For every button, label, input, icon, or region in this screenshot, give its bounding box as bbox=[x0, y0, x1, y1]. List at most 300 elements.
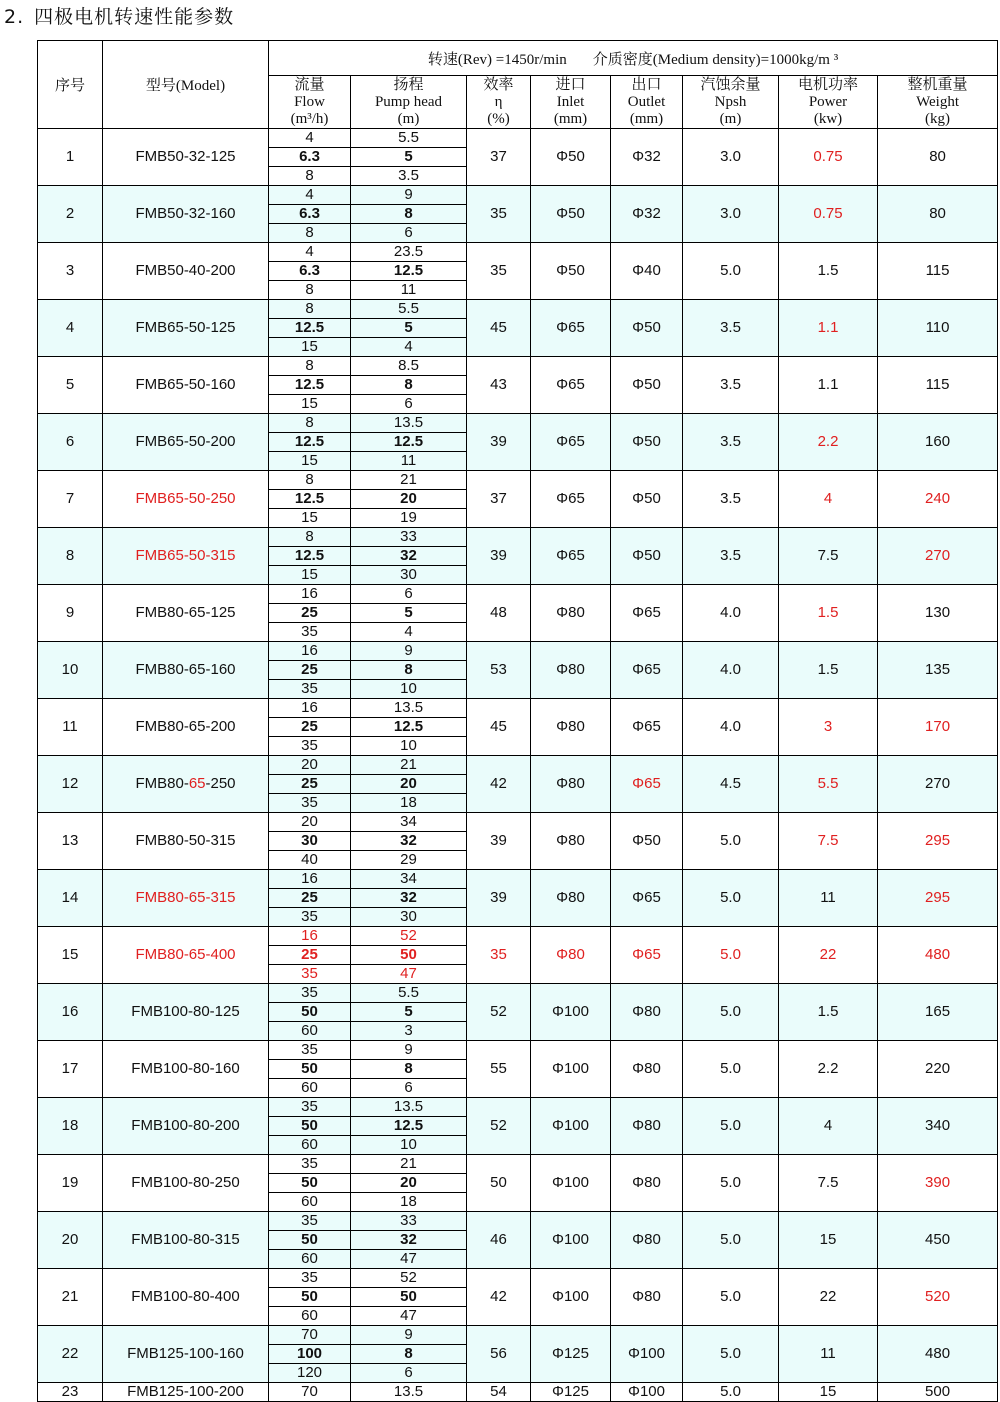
head-cell: 12.5 bbox=[351, 718, 467, 737]
model-cell: FMB125-100-200 bbox=[103, 1383, 269, 1402]
power-cell: 0.75 bbox=[779, 186, 878, 243]
seq-cell: 4 bbox=[38, 300, 103, 357]
seq-cell: 19 bbox=[38, 1155, 103, 1212]
table-row bbox=[38, 585, 998, 604]
table-row bbox=[38, 414, 998, 433]
outlet-cell: Φ50 bbox=[611, 471, 683, 528]
seq-cell: 22 bbox=[38, 1326, 103, 1383]
seq-cell: 7 bbox=[38, 471, 103, 528]
header-head bbox=[351, 76, 467, 129]
table-row bbox=[38, 813, 998, 832]
model-cell: FMB100-80-250 bbox=[103, 1155, 269, 1212]
npsh-cell: 3.0 bbox=[683, 129, 779, 186]
header-model: 型号(Model) bbox=[103, 41, 269, 129]
seq-cell: 9 bbox=[38, 585, 103, 642]
power-cell: 7.5 bbox=[779, 528, 878, 585]
eff-cell: 53 bbox=[467, 642, 531, 699]
model-cell: FMB80-50-315 bbox=[103, 813, 269, 870]
weight-cell: 270 bbox=[878, 528, 998, 585]
head-cell: 19 bbox=[351, 509, 467, 528]
model-cell: FMB80-65-315 bbox=[103, 870, 269, 927]
header-eff-line: η bbox=[494, 93, 503, 110]
flow-cell: 40 bbox=[269, 851, 351, 870]
seq-cell: 20 bbox=[38, 1212, 103, 1269]
head-cell: 5.5 bbox=[351, 984, 467, 1003]
page-title bbox=[4, 2, 234, 29]
flow-cell: 20 bbox=[269, 813, 351, 832]
section-number: 2. bbox=[4, 6, 25, 28]
weight-cell: 115 bbox=[878, 357, 998, 414]
flow-cell: 16 bbox=[269, 699, 351, 718]
head-cell: 52 bbox=[351, 927, 467, 946]
table-row bbox=[38, 1269, 998, 1288]
flow-cell: 4 bbox=[269, 186, 351, 205]
eff-cell: 39 bbox=[467, 414, 531, 471]
outlet-cell: Φ50 bbox=[611, 813, 683, 870]
flow-cell: 16 bbox=[269, 642, 351, 661]
inlet-cell: Φ50 bbox=[531, 129, 611, 186]
table-row bbox=[38, 300, 998, 319]
power-cell: 11 bbox=[779, 870, 878, 927]
header-power-line: (kw) bbox=[813, 110, 843, 127]
inlet-cell: Φ80 bbox=[531, 585, 611, 642]
head-cell: 13.5 bbox=[351, 414, 467, 433]
header-inlet-line: (mm) bbox=[553, 110, 588, 127]
npsh-cell: 3.5 bbox=[683, 300, 779, 357]
npsh-cell: 5.0 bbox=[683, 1041, 779, 1098]
npsh-cell: 4.0 bbox=[683, 585, 779, 642]
npsh-cell: 4.5 bbox=[683, 756, 779, 813]
flow-cell: 35 bbox=[269, 680, 351, 699]
flow-cell: 4 bbox=[269, 129, 351, 148]
outlet-cell: Φ65 bbox=[611, 699, 683, 756]
head-cell: 12.5 bbox=[351, 433, 467, 452]
model-cell: FMB65-50-200 bbox=[103, 414, 269, 471]
weight-cell: 80 bbox=[878, 129, 998, 186]
head-cell: 5 bbox=[351, 1003, 467, 1022]
header-inlet-line: Inlet bbox=[556, 93, 585, 110]
model-cell: FMB100-80-400 bbox=[103, 1269, 269, 1326]
header-weight-line: Weight bbox=[916, 93, 960, 110]
head-cell: 11 bbox=[351, 452, 467, 471]
eff-cell: 55 bbox=[467, 1041, 531, 1098]
model-cell: FMB80-65-160 bbox=[103, 642, 269, 699]
outlet-cell: Φ65 bbox=[611, 927, 683, 984]
eff-cell: 39 bbox=[467, 528, 531, 585]
inlet-cell: Φ100 bbox=[531, 1269, 611, 1326]
head-cell: 8 bbox=[351, 1345, 467, 1364]
header-flow-line: 流量 bbox=[294, 76, 325, 93]
head-cell: 8 bbox=[351, 661, 467, 680]
head-cell: 6 bbox=[351, 1364, 467, 1383]
inlet-cell: Φ100 bbox=[531, 984, 611, 1041]
head-cell: 11 bbox=[351, 281, 467, 300]
flow-cell: 12.5 bbox=[269, 319, 351, 338]
power-cell: 15 bbox=[779, 1383, 878, 1402]
npsh-cell: 5.0 bbox=[683, 927, 779, 984]
head-cell: 5 bbox=[351, 604, 467, 623]
table-row bbox=[38, 984, 998, 1003]
head-cell: 12.5 bbox=[351, 262, 467, 281]
npsh-cell: 5.0 bbox=[683, 1269, 779, 1326]
weight-cell: 165 bbox=[878, 984, 998, 1041]
header-power bbox=[779, 76, 878, 129]
outlet-cell: Φ32 bbox=[611, 186, 683, 243]
model-part: FMB80- bbox=[135, 775, 189, 792]
power-cell: 1.5 bbox=[779, 642, 878, 699]
weight-cell: 115 bbox=[878, 243, 998, 300]
flow-cell: 12.5 bbox=[269, 547, 351, 566]
seq-cell: 23 bbox=[38, 1383, 103, 1402]
head-cell: 5.5 bbox=[351, 129, 467, 148]
header-npsh-line: (m) bbox=[719, 110, 742, 127]
head-cell: 4 bbox=[351, 623, 467, 642]
power-cell: 7.5 bbox=[779, 813, 878, 870]
table-row bbox=[38, 699, 998, 718]
npsh-cell: 5.0 bbox=[683, 813, 779, 870]
power-cell: 1.5 bbox=[779, 243, 878, 300]
weight-cell: 170 bbox=[878, 699, 998, 756]
eff-cell: 52 bbox=[467, 1098, 531, 1155]
model-cell: FMB100-80-125 bbox=[103, 984, 269, 1041]
head-cell: 20 bbox=[351, 775, 467, 794]
eff-cell: 35 bbox=[467, 927, 531, 984]
seq-cell: 5 bbox=[38, 357, 103, 414]
weight-cell: 480 bbox=[878, 1326, 998, 1383]
header-npsh-line: 汽蚀余量 bbox=[700, 76, 761, 93]
head-cell: 32 bbox=[351, 832, 467, 851]
head-cell: 20 bbox=[351, 1174, 467, 1193]
header-outlet-line: 出口 bbox=[631, 76, 662, 93]
inlet-cell: Φ100 bbox=[531, 1212, 611, 1269]
section-title: 四极电机转速性能参数 bbox=[34, 6, 235, 28]
outlet-cell: Φ80 bbox=[611, 1098, 683, 1155]
head-cell: 5.5 bbox=[351, 300, 467, 319]
inlet-cell: Φ65 bbox=[531, 414, 611, 471]
head-cell: 3 bbox=[351, 1022, 467, 1041]
head-cell: 10 bbox=[351, 737, 467, 756]
flow-cell: 20 bbox=[269, 756, 351, 775]
flow-cell: 35 bbox=[269, 908, 351, 927]
outlet-cell: Φ80 bbox=[611, 1155, 683, 1212]
table-row bbox=[38, 243, 998, 262]
flow-cell: 35 bbox=[269, 1155, 351, 1174]
header-flow-line: Flow bbox=[294, 93, 325, 110]
weight-cell: 480 bbox=[878, 927, 998, 984]
header-eff bbox=[467, 76, 531, 129]
eff-cell: 37 bbox=[467, 471, 531, 528]
weight-cell: 135 bbox=[878, 642, 998, 699]
flow-cell: 6.3 bbox=[269, 205, 351, 224]
header-weight-line: 整机重量 bbox=[907, 76, 968, 93]
eff-cell: 42 bbox=[467, 756, 531, 813]
condition-density: 介质密度(Medium density)=1000kg/m ³ bbox=[592, 51, 839, 68]
inlet-cell: Φ80 bbox=[531, 927, 611, 984]
inlet-cell: Φ80 bbox=[531, 699, 611, 756]
flow-cell: 60 bbox=[269, 1136, 351, 1155]
flow-cell: 50 bbox=[269, 1003, 351, 1022]
model-part: -250 bbox=[205, 775, 236, 792]
header-weight-line: (kg) bbox=[925, 110, 951, 127]
flow-cell: 50 bbox=[269, 1288, 351, 1307]
eff-cell: 46 bbox=[467, 1212, 531, 1269]
head-cell: 32 bbox=[351, 889, 467, 908]
model-cell: FMB100-80-200 bbox=[103, 1098, 269, 1155]
power-cell: 4 bbox=[779, 1098, 878, 1155]
flow-cell: 60 bbox=[269, 1022, 351, 1041]
table-row bbox=[38, 1155, 998, 1174]
flow-cell: 35 bbox=[269, 737, 351, 756]
head-cell: 23.5 bbox=[351, 243, 467, 262]
inlet-cell: Φ80 bbox=[531, 756, 611, 813]
seq-cell: 8 bbox=[38, 528, 103, 585]
head-cell: 20 bbox=[351, 490, 467, 509]
inlet-cell: Φ65 bbox=[531, 300, 611, 357]
weight-cell: 520 bbox=[878, 1269, 998, 1326]
model-cell: FMB50-32-125 bbox=[103, 129, 269, 186]
model-cell: FMB65-50-125 bbox=[103, 300, 269, 357]
power-cell: 11 bbox=[779, 1326, 878, 1383]
seq-cell: 17 bbox=[38, 1041, 103, 1098]
head-cell: 9 bbox=[351, 186, 467, 205]
head-cell: 50 bbox=[351, 1288, 467, 1307]
flow-cell: 12.5 bbox=[269, 376, 351, 395]
header-head-line: 扬程 bbox=[393, 76, 424, 93]
eff-cell: 39 bbox=[467, 813, 531, 870]
condition-rev: 转速(Rev) =1450r/min bbox=[427, 51, 567, 68]
npsh-cell: 3.5 bbox=[683, 471, 779, 528]
seq-cell: 14 bbox=[38, 870, 103, 927]
inlet-cell: Φ125 bbox=[531, 1383, 611, 1402]
flow-cell: 12.5 bbox=[269, 433, 351, 452]
npsh-cell: 4.0 bbox=[683, 699, 779, 756]
seq-cell: 2 bbox=[38, 186, 103, 243]
npsh-cell: 3.0 bbox=[683, 186, 779, 243]
power-cell: 7.5 bbox=[779, 1155, 878, 1212]
npsh-cell: 3.5 bbox=[683, 414, 779, 471]
header-outlet-line: (mm) bbox=[629, 110, 664, 127]
inlet-cell: Φ65 bbox=[531, 528, 611, 585]
table-row bbox=[38, 1098, 998, 1117]
flow-cell: 8 bbox=[269, 528, 351, 547]
eff-cell: 43 bbox=[467, 357, 531, 414]
head-cell: 47 bbox=[351, 1250, 467, 1269]
power-cell: 1.1 bbox=[779, 300, 878, 357]
flow-cell: 8 bbox=[269, 357, 351, 376]
flow-cell: 35 bbox=[269, 984, 351, 1003]
header-npsh-line: Npsh bbox=[714, 93, 747, 110]
flow-cell: 8 bbox=[269, 300, 351, 319]
npsh-cell: 5.0 bbox=[683, 1326, 779, 1383]
head-cell: 10 bbox=[351, 1136, 467, 1155]
head-cell: 8 bbox=[351, 205, 467, 224]
header-eff-line: 效率 bbox=[483, 76, 514, 93]
head-cell: 5 bbox=[351, 319, 467, 338]
flow-cell: 35 bbox=[269, 965, 351, 984]
head-cell: 6 bbox=[351, 585, 467, 604]
power-cell: 15 bbox=[779, 1212, 878, 1269]
table-row bbox=[38, 756, 998, 775]
outlet-cell: Φ65 bbox=[611, 585, 683, 642]
head-cell: 8 bbox=[351, 376, 467, 395]
flow-cell: 25 bbox=[269, 775, 351, 794]
flow-cell: 120 bbox=[269, 1364, 351, 1383]
flow-cell: 15 bbox=[269, 395, 351, 414]
table-row bbox=[38, 528, 998, 547]
head-cell: 18 bbox=[351, 794, 467, 813]
head-cell: 6 bbox=[351, 395, 467, 414]
flow-cell: 25 bbox=[269, 946, 351, 965]
flow-cell: 15 bbox=[269, 509, 351, 528]
table-row bbox=[38, 642, 998, 661]
head-cell: 30 bbox=[351, 566, 467, 585]
outlet-cell: Φ50 bbox=[611, 528, 683, 585]
flow-cell: 60 bbox=[269, 1250, 351, 1269]
flow-cell: 25 bbox=[269, 718, 351, 737]
seq-cell: 3 bbox=[38, 243, 103, 300]
header-head-line: (m) bbox=[397, 110, 420, 127]
model-part-highlight: 65 bbox=[188, 775, 206, 792]
inlet-cell: Φ65 bbox=[531, 471, 611, 528]
flow-cell: 70 bbox=[269, 1326, 351, 1345]
flow-cell: 60 bbox=[269, 1307, 351, 1326]
seq-cell: 18 bbox=[38, 1098, 103, 1155]
model-cell: FMB125-100-160 bbox=[103, 1326, 269, 1383]
eff-cell: 48 bbox=[467, 585, 531, 642]
seq-cell: 1 bbox=[38, 129, 103, 186]
flow-cell: 60 bbox=[269, 1079, 351, 1098]
outlet-cell: Φ80 bbox=[611, 1212, 683, 1269]
eff-cell: 42 bbox=[467, 1269, 531, 1326]
npsh-cell: 3.5 bbox=[683, 357, 779, 414]
weight-cell: 160 bbox=[878, 414, 998, 471]
outlet-cell: Φ65 bbox=[611, 642, 683, 699]
outlet-cell: Φ50 bbox=[611, 300, 683, 357]
seq-cell: 12 bbox=[38, 756, 103, 813]
inlet-cell: Φ65 bbox=[531, 357, 611, 414]
seq-cell: 13 bbox=[38, 813, 103, 870]
model-cell: FMB50-32-160 bbox=[103, 186, 269, 243]
model-cell: FMB65-50-315 bbox=[103, 528, 269, 585]
weight-cell: 110 bbox=[878, 300, 998, 357]
header-seq: 序号 bbox=[38, 41, 103, 129]
head-cell: 47 bbox=[351, 965, 467, 984]
header-weight bbox=[878, 76, 998, 129]
weight-cell: 220 bbox=[878, 1041, 998, 1098]
inlet-cell: Φ50 bbox=[531, 186, 611, 243]
npsh-cell: 3.5 bbox=[683, 528, 779, 585]
head-cell: 33 bbox=[351, 528, 467, 547]
weight-cell: 295 bbox=[878, 870, 998, 927]
power-cell: 3 bbox=[779, 699, 878, 756]
inlet-cell: Φ100 bbox=[531, 1155, 611, 1212]
head-cell: 13.5 bbox=[351, 699, 467, 718]
power-cell: 5.5 bbox=[779, 756, 878, 813]
flow-cell: 35 bbox=[269, 1098, 351, 1117]
outlet-cell: Φ65 bbox=[611, 870, 683, 927]
weight-cell: 500 bbox=[878, 1383, 998, 1402]
header-npsh bbox=[683, 76, 779, 129]
inlet-cell: Φ100 bbox=[531, 1041, 611, 1098]
flow-cell: 50 bbox=[269, 1060, 351, 1079]
outlet-cell: Φ50 bbox=[611, 414, 683, 471]
outlet-cell: Φ50 bbox=[611, 357, 683, 414]
flow-cell: 35 bbox=[269, 794, 351, 813]
head-cell: 50 bbox=[351, 946, 467, 965]
flow-cell: 35 bbox=[269, 1041, 351, 1060]
header-outlet-line: Outlet bbox=[627, 93, 666, 110]
power-cell: 2.2 bbox=[779, 1041, 878, 1098]
eff-cell: 52 bbox=[467, 984, 531, 1041]
header-power-line: 电机功率 bbox=[797, 76, 858, 93]
weight-cell: 270 bbox=[878, 756, 998, 813]
weight-cell: 340 bbox=[878, 1098, 998, 1155]
head-cell: 21 bbox=[351, 1155, 467, 1174]
power-cell: 1.1 bbox=[779, 357, 878, 414]
model-cell: FMB80-65-400 bbox=[103, 927, 269, 984]
head-cell: 13.5 bbox=[351, 1383, 467, 1402]
flow-cell: 8 bbox=[269, 224, 351, 243]
inlet-cell: Φ100 bbox=[531, 1098, 611, 1155]
head-cell: 34 bbox=[351, 870, 467, 889]
flow-cell: 70 bbox=[269, 1383, 351, 1402]
flow-cell: 100 bbox=[269, 1345, 351, 1364]
table-row bbox=[38, 471, 998, 490]
outlet-cell: Φ80 bbox=[611, 1269, 683, 1326]
seq-cell: 6 bbox=[38, 414, 103, 471]
power-cell: 22 bbox=[779, 927, 878, 984]
seq-cell: 15 bbox=[38, 927, 103, 984]
header-head-line: Pump head bbox=[374, 93, 443, 110]
weight-cell: 240 bbox=[878, 471, 998, 528]
inlet-cell: Φ50 bbox=[531, 243, 611, 300]
eff-cell: 45 bbox=[467, 300, 531, 357]
head-cell: 32 bbox=[351, 1231, 467, 1250]
table-row bbox=[38, 129, 998, 148]
seq-cell: 10 bbox=[38, 642, 103, 699]
table-row bbox=[38, 1383, 998, 1402]
table-body bbox=[38, 129, 998, 1402]
head-cell: 6 bbox=[351, 224, 467, 243]
header-power-line: Power bbox=[808, 93, 848, 110]
npsh-cell: 5.0 bbox=[683, 984, 779, 1041]
flow-cell: 50 bbox=[269, 1231, 351, 1250]
inlet-cell: Φ80 bbox=[531, 813, 611, 870]
model-cell: FMB100-80-315 bbox=[103, 1212, 269, 1269]
head-cell: 8 bbox=[351, 1060, 467, 1079]
table-row bbox=[38, 1326, 998, 1345]
power-cell: 1.5 bbox=[779, 585, 878, 642]
seq-cell: 21 bbox=[38, 1269, 103, 1326]
flow-cell: 16 bbox=[269, 585, 351, 604]
model-cell: FMB50-40-200 bbox=[103, 243, 269, 300]
flow-cell: 15 bbox=[269, 452, 351, 471]
power-cell: 1.5 bbox=[779, 984, 878, 1041]
inlet-cell: Φ80 bbox=[531, 870, 611, 927]
eff-cell: 56 bbox=[467, 1326, 531, 1383]
header-flow bbox=[269, 76, 351, 129]
flow-cell: 15 bbox=[269, 566, 351, 585]
eff-cell: 37 bbox=[467, 129, 531, 186]
outlet-cell: Φ32 bbox=[611, 129, 683, 186]
outlet-cell: Φ100 bbox=[611, 1383, 683, 1402]
head-cell: 29 bbox=[351, 851, 467, 870]
head-cell: 21 bbox=[351, 471, 467, 490]
flow-cell: 8 bbox=[269, 414, 351, 433]
header-conditions bbox=[269, 41, 998, 76]
head-cell: 13.5 bbox=[351, 1098, 467, 1117]
npsh-cell: 5.0 bbox=[683, 1098, 779, 1155]
